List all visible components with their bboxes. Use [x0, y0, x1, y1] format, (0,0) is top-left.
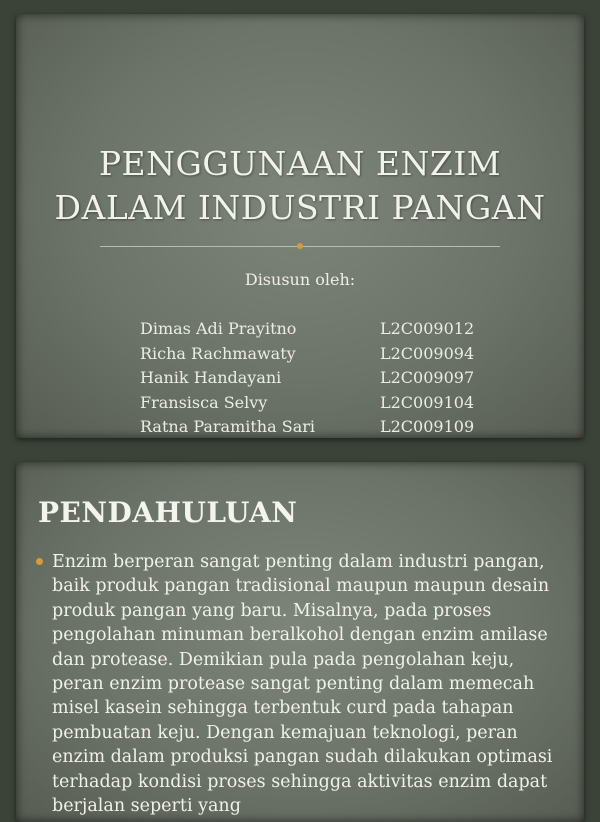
member-name: Hanik Handayani: [140, 368, 282, 387]
slide-title: [16, 142, 584, 230]
title-line-1: PENGGUNAAN ENZIM: [98, 144, 502, 183]
member-nim: L2C009094: [380, 343, 475, 363]
member-list: [140, 319, 480, 442]
section-heading: PENDAHULUAN: [38, 496, 298, 529]
title-slide: [16, 14, 584, 438]
member-row: [140, 319, 480, 344]
member-nim: L2C009097: [380, 368, 475, 387]
intro-paragraph: Enzim berperan sangat penting dalam industri pangan, baik produk pangan tradisional maupun maupun desain produk pangan yang baru. Misalnya, pada proses pengolahan minuman beralkohol dengan enzim amilase dan protease. Demikian pula pada pengolahan keju, peran enzim protease sangat penting dalam memecah misel kasein sehingga terbentuk curd pada tahapan pembuatan keju. Dengan kemajuan teknologi, peran enzim dalam produksi pangan sudah dilakukan optimasi terhadap kondisi proses sehingga aktivitas enzim dapat berjalan seperti yang: [52, 552, 553, 817]
member-row: [140, 417, 480, 442]
bullet-item: [32, 550, 564, 818]
member-nim: L2C009012: [380, 319, 475, 338]
member-nim: L2C009109: [380, 417, 475, 436]
member-name: Richa Rachmawaty: [140, 343, 296, 363]
member-name: Fransisca Selvy: [140, 392, 268, 412]
member-name: Dimas Adi Prayitno: [140, 319, 297, 338]
divider-ornament-dot: [297, 243, 303, 249]
member-row: [140, 393, 480, 418]
member-row: [140, 344, 480, 369]
member-name: Ratna Paramitha Sari: [140, 417, 315, 436]
bullet-dot-icon: [36, 558, 43, 565]
title-line-2: DALAM INDUSTRI PANGAN: [54, 188, 546, 227]
member-nim: L2C009104: [380, 392, 475, 412]
byline: Disusun oleh:: [244, 270, 356, 289]
member-row: [140, 368, 480, 393]
introduction-slide: [16, 462, 584, 822]
